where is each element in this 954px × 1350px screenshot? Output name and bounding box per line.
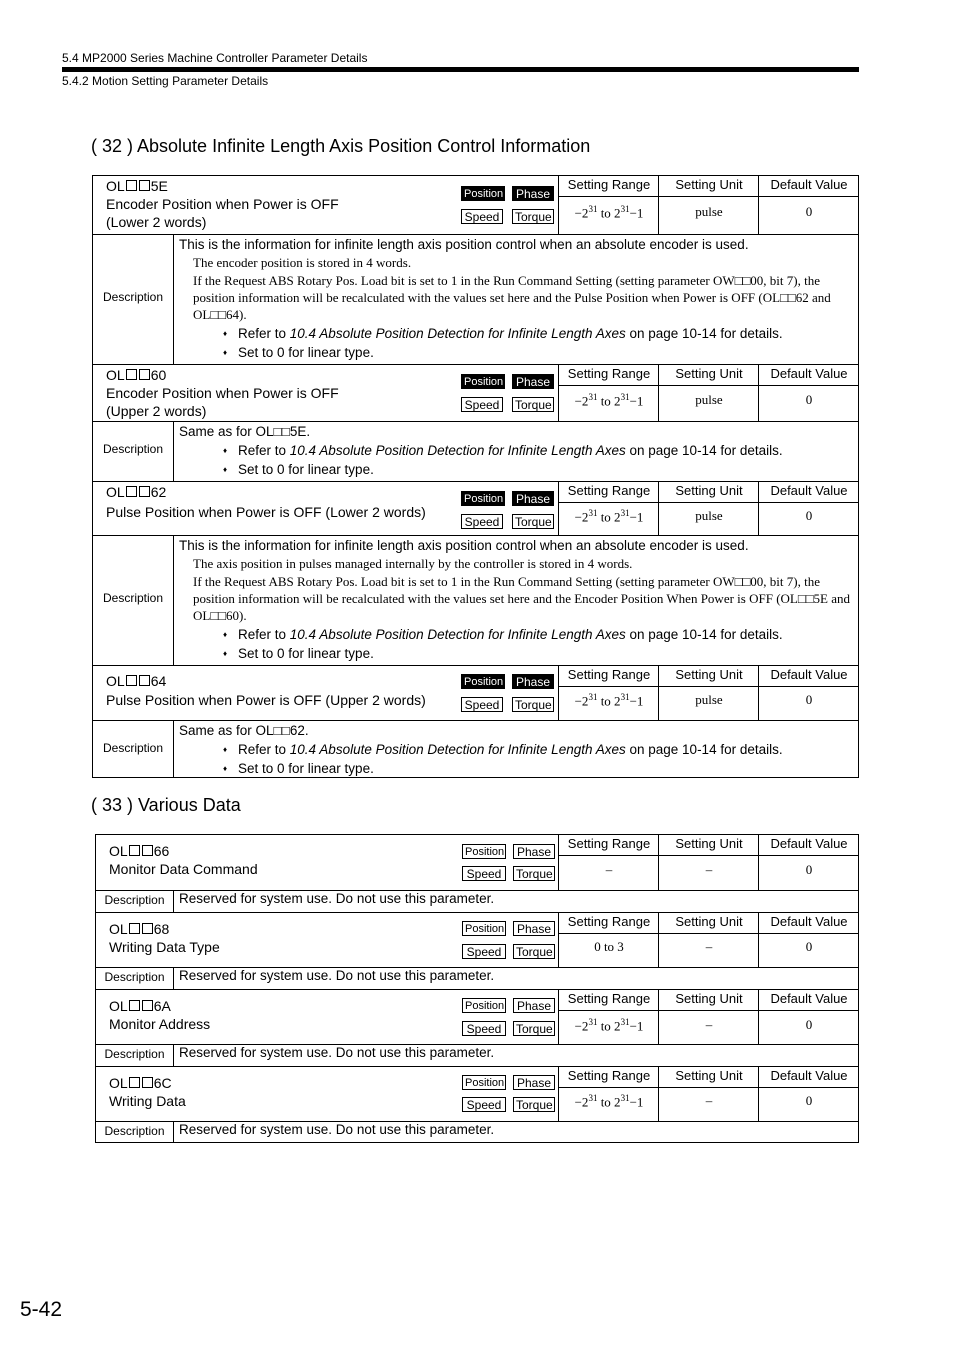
tag-position: Position <box>461 186 505 201</box>
tag-phase: Phase <box>513 1075 555 1090</box>
description-row-5e <box>93 234 858 364</box>
ref-text: Refer to <box>238 326 290 341</box>
tag-phase: Phase <box>513 921 555 936</box>
range-mid: to 2 <box>597 1018 621 1034</box>
tag-torque: Torque <box>512 697 554 712</box>
param-name-line: Encoder Position when Power is OFF <box>106 196 339 212</box>
header-divider <box>558 1010 858 1011</box>
range-mid: to 2 <box>597 393 621 409</box>
ref-text: on page 10-14 for details. <box>625 326 783 341</box>
header-divider <box>558 385 858 386</box>
param-name-line: Encoder Position when Power is OFF <box>106 385 339 401</box>
tag-torque: Torque <box>512 397 554 412</box>
tag-torque: Torque <box>513 1097 555 1112</box>
default-value-header: Default Value <box>770 177 848 192</box>
reg-prefix: OL <box>106 178 125 194</box>
range-exp: 31 <box>588 692 598 702</box>
reg-prefix: OL <box>109 998 128 1014</box>
placeholder-box-icon <box>142 845 153 856</box>
reg-prefix: OL <box>109 1075 128 1091</box>
range-end: −1 <box>629 205 644 221</box>
param-name-6a <box>109 997 210 1033</box>
reg-prefix: OL <box>109 921 128 937</box>
desc-divider <box>173 1045 174 1066</box>
reg-prefix: OL <box>106 484 125 500</box>
default-value: 0 <box>805 1093 813 1108</box>
tag-torque: Torque <box>513 1021 555 1036</box>
ref-text: Refer to <box>238 443 290 458</box>
default-value: 0 <box>805 508 813 523</box>
desc-divider <box>173 536 174 665</box>
setting-range-header: Setting Range <box>567 991 651 1006</box>
range-exp: 31 <box>588 392 598 402</box>
tag-speed: Speed <box>462 1021 506 1036</box>
placeholder-box-icon <box>142 1077 153 1088</box>
description-row-66 <box>96 890 858 912</box>
default-value: 0 <box>805 204 813 219</box>
bullet-ref <box>179 625 852 644</box>
range-base: −2 <box>574 509 589 525</box>
param-name-line: Writing Data <box>109 1093 186 1109</box>
section-33-title: ( 33 ) Various Data <box>91 795 241 815</box>
running-header-subsection: 5.4.2 Motion Setting Parameter Details <box>62 74 269 88</box>
param-row-62 <box>93 481 858 535</box>
description-row-6c <box>96 1121 858 1142</box>
header-divider <box>558 686 858 687</box>
range-end: −1 <box>629 693 644 709</box>
bullet-linear <box>179 343 852 362</box>
range-exp: 31 <box>588 1017 598 1027</box>
setting-range-header: Setting Range <box>567 667 651 682</box>
desc-main: Same as for OL□□5E. <box>179 424 311 439</box>
param-name-64 <box>106 672 426 709</box>
placeholder-box-icon <box>139 369 150 380</box>
description-row-68 <box>96 967 858 989</box>
description-label: Description <box>104 893 165 907</box>
placeholder-box-icon <box>142 1000 153 1011</box>
running-header-section: 5.4 MP2000 Series Machine Controller Parameter Details <box>62 51 368 65</box>
reg-suffix: 5E <box>150 178 168 194</box>
range-end: −1 <box>629 1018 644 1034</box>
ref-text: on page 10-14 for details. <box>625 742 783 757</box>
tag-phase: Phase <box>512 491 554 506</box>
setting-unit-value: – <box>705 1093 713 1108</box>
param-name-5e <box>106 177 339 231</box>
reg-prefix: OL <box>109 843 128 859</box>
ref-text: on page 10-14 for details. <box>625 443 783 458</box>
setting-unit-header: Setting Unit <box>675 483 743 498</box>
desc-divider <box>173 1122 174 1142</box>
default-value-header: Default Value <box>770 667 848 682</box>
range-base: −2 <box>574 1018 589 1034</box>
reg-suffix: 62 <box>150 484 167 500</box>
setting-range-value: – <box>605 862 613 877</box>
desc-detail: The encoder position is stored in 4 words. <box>193 255 412 270</box>
setting-unit-header: Setting Unit <box>675 667 743 682</box>
default-value: 0 <box>805 1017 813 1032</box>
param-name-60 <box>106 366 339 420</box>
placeholder-box-icon <box>129 1077 140 1088</box>
range-end: −1 <box>629 1094 644 1110</box>
description-body: Reserved for system use. Do not use this parameter. <box>179 1045 495 1060</box>
range-exp: 31 <box>620 692 630 702</box>
default-value-header: Default Value <box>770 991 848 1006</box>
bullet-ref <box>179 324 852 343</box>
description-label: Description <box>102 741 164 755</box>
linear-note: Set to 0 for linear type. <box>238 345 374 360</box>
description-row-60 <box>93 421 858 481</box>
description-label: Description <box>102 290 164 304</box>
reg-prefix: OL <box>106 367 125 383</box>
setting-range-header: Setting Range <box>567 914 651 929</box>
setting-range-value <box>559 1017 659 1034</box>
desc-divider <box>173 235 174 364</box>
ref-link-text: 10.4 Absolute Position Detection for Infinite Length Axes <box>289 326 626 341</box>
setting-unit-value: – <box>705 862 713 877</box>
header-divider <box>558 196 858 197</box>
header-divider <box>558 855 858 856</box>
default-value-header: Default Value <box>770 836 848 851</box>
default-value: 0 <box>805 692 813 707</box>
tag-position: Position <box>462 844 506 859</box>
tag-torque: Torque <box>512 514 554 529</box>
setting-range-value <box>559 692 659 709</box>
desc-divider <box>173 891 174 912</box>
param-row-64 <box>93 665 858 720</box>
setting-unit-value: pulse <box>695 508 723 523</box>
param-name-line: Monitor Address <box>109 1016 211 1032</box>
tag-phase: Phase <box>512 186 554 201</box>
setting-unit-value: pulse <box>695 204 723 219</box>
tag-position: Position <box>461 491 505 506</box>
default-value-header: Default Value <box>770 366 848 381</box>
ref-link-text: 10.4 Absolute Position Detection for Infinite Length Axes <box>289 742 626 757</box>
param-table-33 <box>95 834 859 1143</box>
param-name-62 <box>106 483 426 521</box>
reg-suffix: 66 <box>153 843 170 859</box>
tag-position: Position <box>461 374 505 389</box>
range-mid: to 2 <box>597 1094 621 1110</box>
description-body: Reserved for system use. Do not use this parameter. <box>179 891 495 906</box>
desc-detail: If the Request ABS Rotary Pos. Load bit is set to 1 in the Run Command Setting (setting parameter OW□□00, bit 7), the position information will be recalculated with the values set here and the Pulse Position when Power is OFF (OL□□62 and OL□□64). <box>193 273 831 322</box>
default-value-header: Default Value <box>770 1068 848 1083</box>
range-exp: 31 <box>588 508 598 518</box>
range-mid: to 2 <box>597 693 621 709</box>
placeholder-box-icon <box>129 845 140 856</box>
header-divider <box>558 933 858 934</box>
param-name-line: (Upper 2 words) <box>106 403 207 419</box>
desc-detail: If the Request ABS Rotary Pos. Load bit is set to 1 in the Run Command Setting (setting parameter OW□□00, bit 7), the position information will be recalculated with the values set here and the Encoder Position When Power is OFF (OL□□5E and OL□□60). <box>193 574 851 623</box>
setting-unit-value: – <box>705 939 713 954</box>
desc-main: This is the information for infinite length axis position control when an absolute encoder is used. <box>179 538 749 553</box>
range-base: −2 <box>574 393 589 409</box>
ref-text: Refer to <box>238 742 290 757</box>
tag-position: Position <box>462 1075 506 1090</box>
linear-note: Set to 0 for linear type. <box>238 761 374 776</box>
description-body <box>179 721 852 778</box>
range-exp: 31 <box>620 1017 630 1027</box>
description-row-62 <box>93 535 858 665</box>
setting-range-value <box>559 508 659 525</box>
ref-text: on page 10-14 for details. <box>625 627 783 642</box>
description-label: Description <box>104 1124 165 1138</box>
header-divider <box>558 1087 858 1088</box>
default-value-header: Default Value <box>770 483 848 498</box>
setting-range-value <box>559 204 659 221</box>
setting-unit-header: Setting Unit <box>675 1068 743 1083</box>
setting-range-header: Setting Range <box>567 483 651 498</box>
linear-note: Set to 0 for linear type. <box>238 462 374 477</box>
tag-speed: Speed <box>462 1097 506 1112</box>
linear-note: Set to 0 for linear type. <box>238 646 374 661</box>
desc-main: Same as for OL□□62. <box>179 723 309 738</box>
setting-unit-header: Setting Unit <box>675 366 743 381</box>
placeholder-box-icon <box>139 675 150 686</box>
header-divider <box>558 502 858 503</box>
default-value-header: Default Value <box>770 914 848 929</box>
range-exp: 31 <box>620 1093 630 1103</box>
bullet-ref <box>179 441 852 460</box>
description-body: Reserved for system use. Do not use this parameter. <box>179 968 495 983</box>
range-mid: to 2 <box>597 509 621 525</box>
setting-unit-header: Setting Unit <box>675 914 743 929</box>
reg-prefix: OL <box>106 673 125 689</box>
param-row-60 <box>93 364 858 421</box>
setting-range-value <box>559 1093 659 1110</box>
desc-detail: The axis position in pulses managed internally by the controller is stored in 4 words. <box>193 556 633 571</box>
range-end: −1 <box>629 509 644 525</box>
reg-suffix: 60 <box>150 367 167 383</box>
reg-suffix: 6C <box>153 1075 172 1091</box>
param-name-line: Pulse Position when Power is OFF (Upper 2 words) <box>106 692 426 708</box>
default-value: 0 <box>805 392 813 407</box>
range-base: −2 <box>574 205 589 221</box>
default-value: 0 <box>805 939 813 954</box>
param-name-6c <box>109 1074 186 1110</box>
setting-range-value <box>559 392 659 409</box>
header-rule <box>62 67 859 72</box>
param-row-6a <box>96 989 858 1044</box>
bullet-linear <box>179 759 852 778</box>
reg-suffix: 68 <box>153 921 170 937</box>
range-exp: 31 <box>588 204 598 214</box>
setting-range-header: Setting Range <box>567 836 651 851</box>
desc-divider <box>173 968 174 989</box>
param-row-68 <box>96 912 858 967</box>
setting-unit-header: Setting Unit <box>675 991 743 1006</box>
range-end: −1 <box>629 393 644 409</box>
param-name-line: Monitor Data Command <box>109 861 258 877</box>
reg-suffix: 6A <box>153 998 171 1014</box>
reg-suffix: 64 <box>150 673 167 689</box>
ref-text: Refer to <box>238 627 290 642</box>
description-row-64 <box>93 720 858 777</box>
desc-main: This is the information for infinite length axis position control when an absolute encoder is used. <box>179 237 749 252</box>
param-name-line: (Lower 2 words) <box>106 214 207 230</box>
section-32-title: ( 32 ) Absolute Infinite Length Axis Position Control Information <box>91 136 591 156</box>
param-name-66 <box>109 842 258 878</box>
placeholder-box-icon <box>142 923 153 934</box>
tag-torque: Torque <box>513 944 555 959</box>
tag-speed: Speed <box>461 397 503 412</box>
ref-link-text: 10.4 Absolute Position Detection for Infinite Length Axes <box>289 627 626 642</box>
tag-phase: Phase <box>512 374 554 389</box>
range-base: −2 <box>574 1094 589 1110</box>
bullet-linear <box>179 460 852 479</box>
tag-speed: Speed <box>462 944 506 959</box>
placeholder-box-icon <box>139 486 150 497</box>
setting-unit-header: Setting Unit <box>675 836 743 851</box>
desc-divider <box>173 721 174 777</box>
description-label: Description <box>104 970 165 984</box>
description-body <box>179 536 852 663</box>
tag-speed: Speed <box>462 866 506 881</box>
param-name-line: Writing Data Type <box>109 939 220 955</box>
range-exp: 31 <box>620 392 630 402</box>
description-label: Description <box>104 1047 165 1061</box>
range-mid: to 2 <box>597 205 621 221</box>
param-row-5e <box>93 176 858 234</box>
tag-phase: Phase <box>513 998 555 1013</box>
description-body <box>179 422 852 479</box>
description-row-6a <box>96 1044 858 1066</box>
placeholder-box-icon <box>126 369 137 380</box>
setting-range-value: 0 to 3 <box>594 939 624 954</box>
setting-range-header: Setting Range <box>567 366 651 381</box>
param-name-line: Pulse Position when Power is OFF (Lower 2 words) <box>106 504 426 520</box>
description-body <box>179 235 852 362</box>
param-row-6c <box>96 1066 858 1121</box>
description-label: Description <box>102 591 164 605</box>
bullet-ref <box>179 740 852 759</box>
placeholder-box-icon <box>126 180 137 191</box>
ref-link-text: 10.4 Absolute Position Detection for Infinite Length Axes <box>289 443 626 458</box>
param-table-32 <box>92 175 859 778</box>
placeholder-box-icon <box>139 180 150 191</box>
default-value: 0 <box>805 862 813 877</box>
range-exp: 31 <box>620 204 630 214</box>
tag-position: Position <box>462 921 506 936</box>
bullet-linear <box>179 644 852 663</box>
tag-speed: Speed <box>461 514 503 529</box>
setting-range-header: Setting Range <box>567 177 651 192</box>
page-number: 5-42 <box>20 1298 63 1321</box>
range-exp: 31 <box>620 508 630 518</box>
placeholder-box-icon <box>126 486 137 497</box>
description-label: Description <box>102 442 164 456</box>
setting-range-header: Setting Range <box>567 1068 651 1083</box>
tag-position: Position <box>461 674 505 689</box>
tag-phase: Phase <box>513 844 555 859</box>
desc-divider <box>173 422 174 481</box>
range-base: −2 <box>574 693 589 709</box>
tag-torque: Torque <box>513 866 555 881</box>
tag-phase: Phase <box>512 674 554 689</box>
description-body: Reserved for system use. Do not use this parameter. <box>179 1122 495 1137</box>
setting-unit-value: – <box>705 1017 713 1032</box>
tag-speed: Speed <box>461 697 503 712</box>
param-row-66 <box>96 835 858 890</box>
placeholder-box-icon <box>129 1000 140 1011</box>
placeholder-box-icon <box>129 923 140 934</box>
param-name-68 <box>109 920 220 956</box>
tag-torque: Torque <box>512 209 554 224</box>
range-exp: 31 <box>588 1093 598 1103</box>
setting-unit-header: Setting Unit <box>675 177 743 192</box>
setting-unit-value: pulse <box>695 692 723 707</box>
tag-position: Position <box>462 998 506 1013</box>
tag-speed: Speed <box>461 209 503 224</box>
setting-unit-value: pulse <box>695 392 723 407</box>
placeholder-box-icon <box>126 675 137 686</box>
